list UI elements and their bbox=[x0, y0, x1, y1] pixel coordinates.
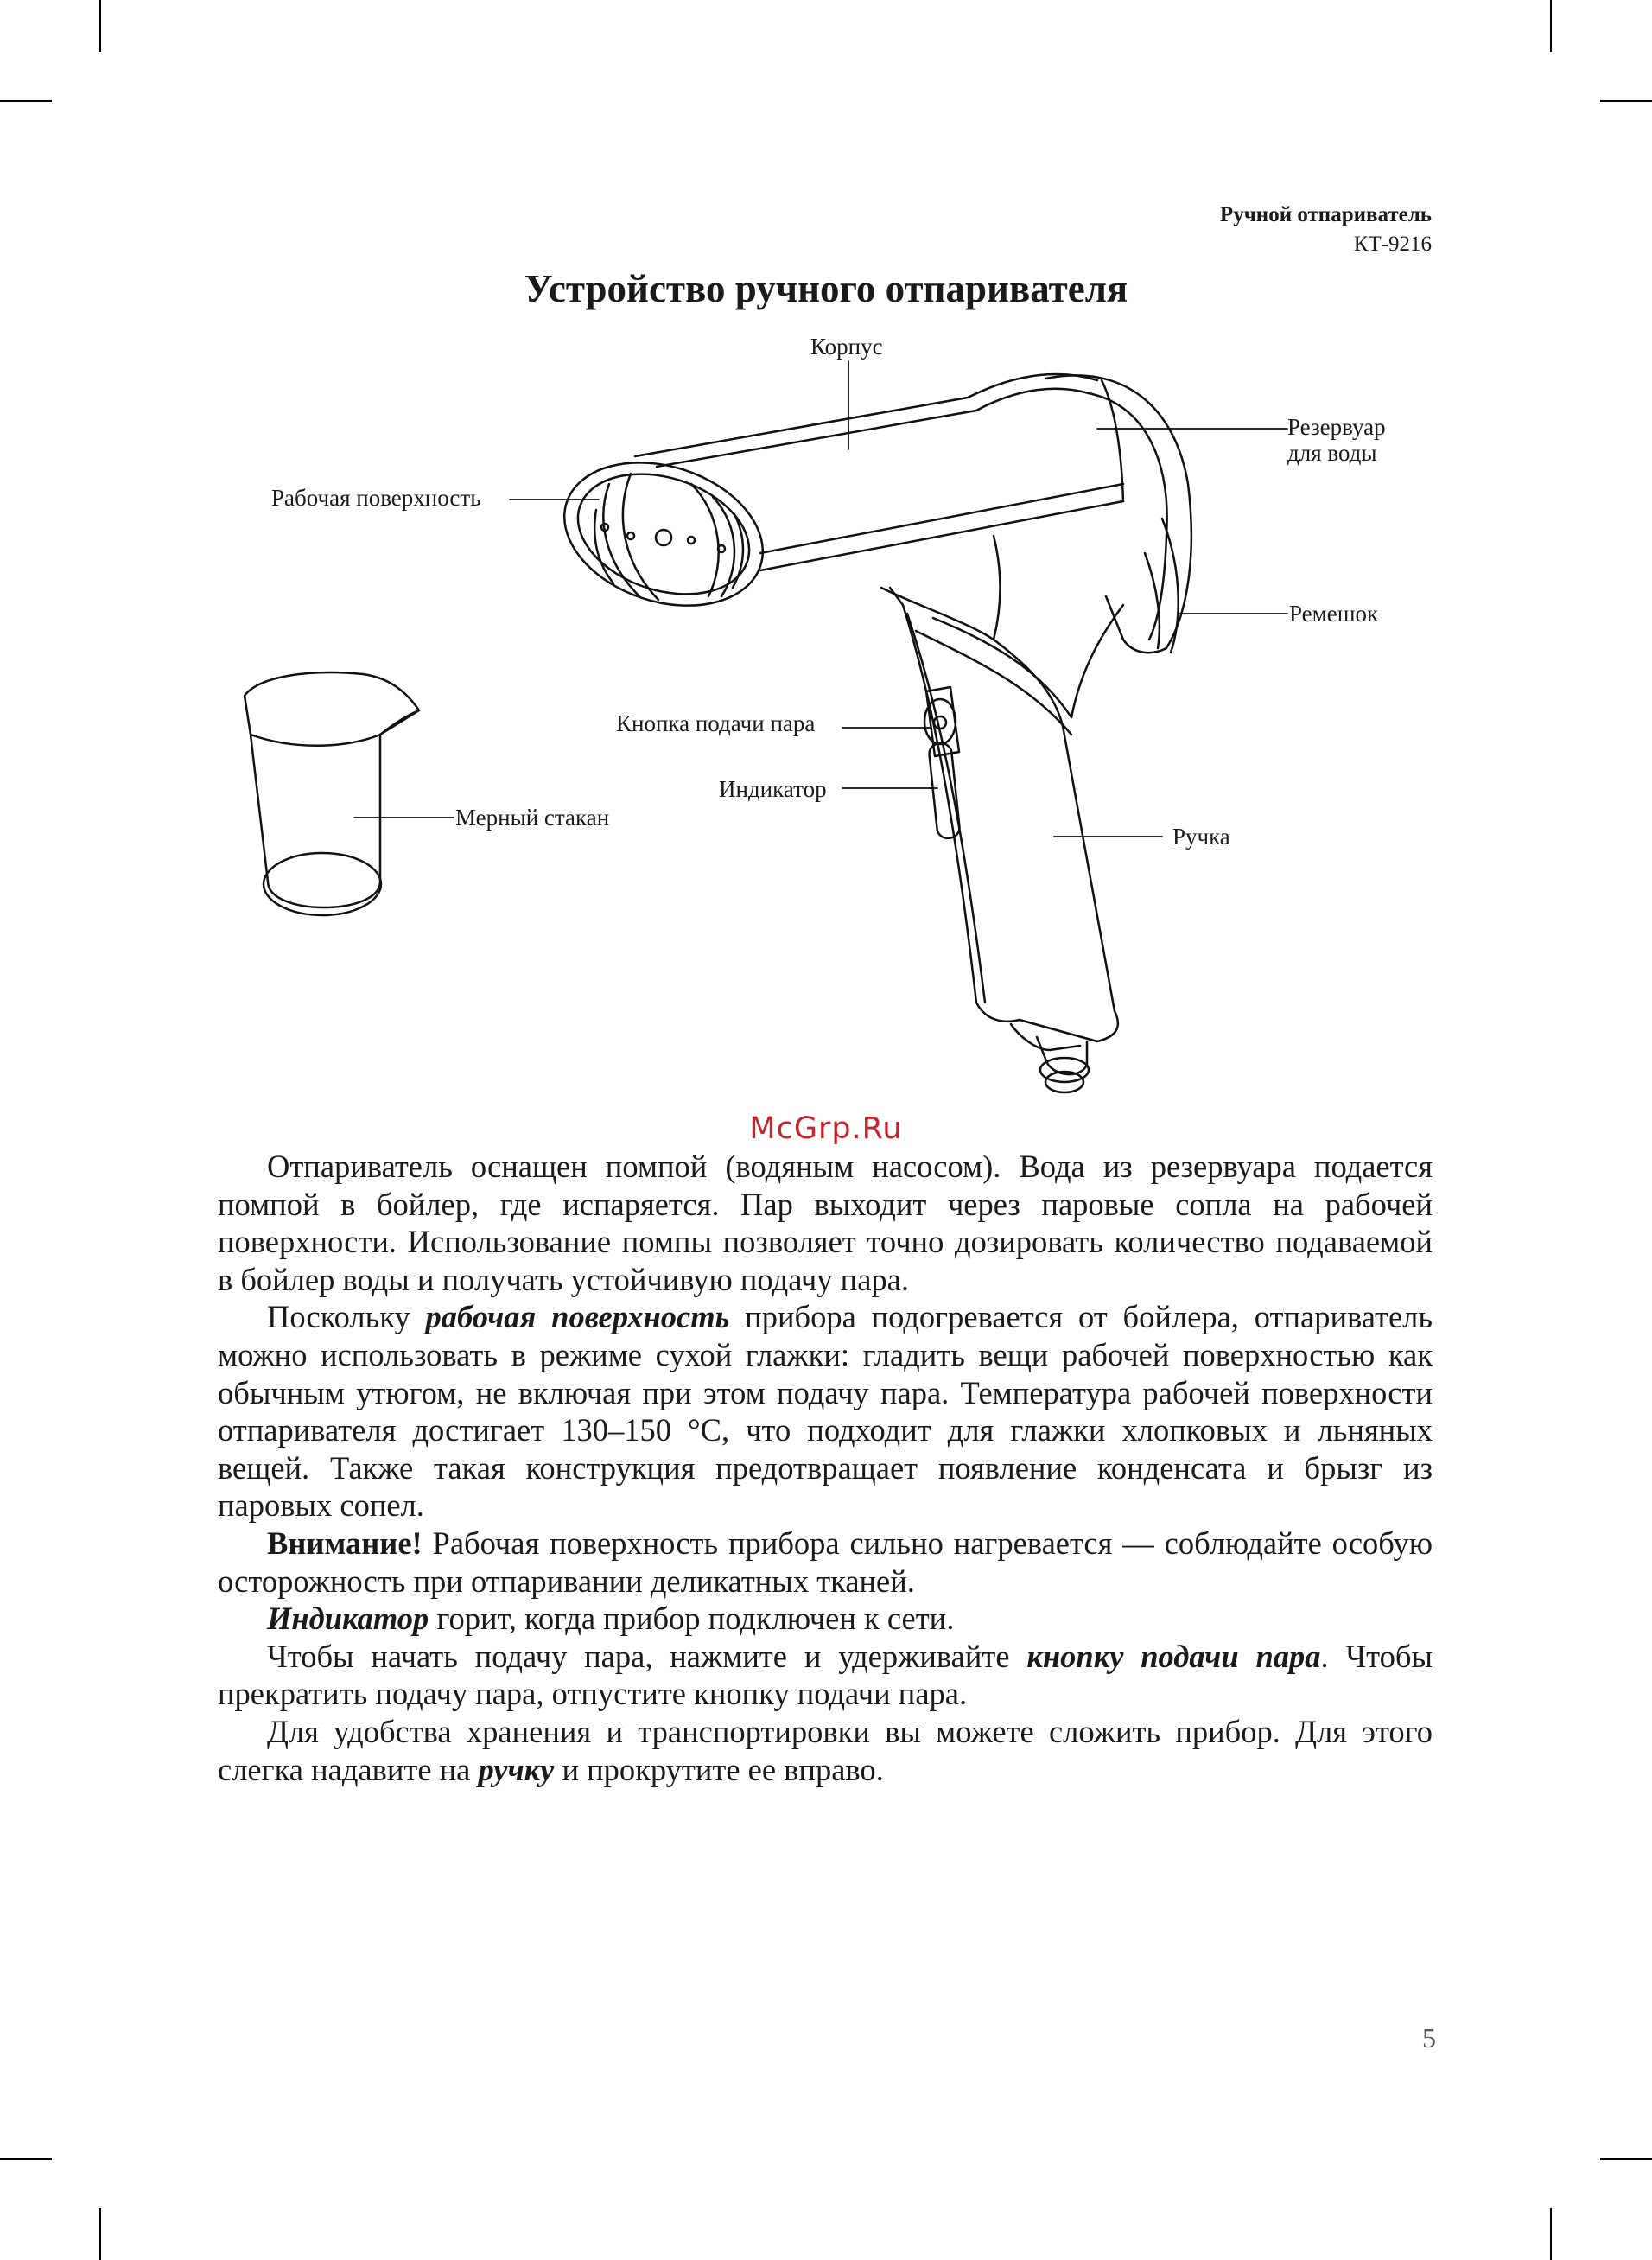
p3-rest: Рабочая поверхность прибора сильно нагревается — соблюдайте особую осторожность при отпаривании деликатных тканей. bbox=[218, 1525, 1433, 1599]
steamer-diagram bbox=[0, 0, 1652, 1124]
term-indicator: Индикатор bbox=[267, 1601, 429, 1637]
paragraph-storage bbox=[218, 1713, 1433, 1788]
label-tank-line1: Резервуар bbox=[1287, 414, 1386, 440]
crop-mark-bottom-right-h bbox=[1600, 2158, 1652, 2160]
watermark: McGrp.Ru bbox=[749, 1111, 903, 1146]
p6-rest: и прокрутите ее вправо. bbox=[554, 1751, 884, 1787]
page-title: Устройство ручного отпаривателя bbox=[524, 267, 1128, 310]
leader-lines bbox=[354, 361, 1287, 837]
body-text bbox=[218, 1148, 1433, 1788]
p5-lead: Чтобы начать подачу пара, нажмите и удерживайте bbox=[267, 1638, 1027, 1674]
label-indicator: Индикатор bbox=[719, 776, 827, 802]
crop-mark-bottom-left-h bbox=[0, 2158, 52, 2160]
p2-lead: Поскольку bbox=[267, 1299, 426, 1335]
paragraph-dry-ironing bbox=[218, 1298, 1433, 1525]
p2-rest: прибора подогревается от бойлера, отпариватель можно использовать в режиме сухой глажки: гладить вещи рабочей поверхностью как обычным утюгом, не включая при этом подачу пара. Температура рабочей поверхности отпаривателя достигает 130–150 °С, что подходит для глажки хлопковых и льняных вещей. Также такая конструкция предотвращает появление конденсата и брызг из паровых сопел. bbox=[218, 1299, 1433, 1524]
warning-label: Внимание! bbox=[267, 1525, 423, 1561]
label-strap: Ремешок bbox=[1289, 601, 1379, 627]
measuring-cup-drawing bbox=[245, 672, 419, 915]
crop-mark-bottom-right-v bbox=[1550, 2208, 1552, 2260]
label-surface: Рабочая поверхность bbox=[271, 485, 481, 511]
crop-mark-bottom-left-v bbox=[99, 2208, 101, 2260]
p5-rest: . Чтобы прекратить подачу пара, отпустите кнопку подачи пара. bbox=[218, 1638, 1433, 1712]
header-product: Ручной отпариватель bbox=[1219, 203, 1432, 226]
label-tank-line2: для воды bbox=[1287, 440, 1377, 466]
paragraph-warning bbox=[218, 1525, 1433, 1600]
page-number: 5 bbox=[1422, 2022, 1436, 2053]
p6-lead: Для удобства хранения и транспортировки вы можете сложить прибор. Для этого слегка надавите на bbox=[218, 1713, 1433, 1787]
paragraph-pump: Отпариватель оснащен помпой (водяным насосом). Вода из резервуара подается помпой в бойлер, где испаряется. Пар выходит через паровые сопла на рабочей поверхности. Использование помпы позволяет точно дозировать количество подаваемой в бойлер воды и получать устойчивую подачу пара. bbox=[218, 1149, 1433, 1297]
paragraph-steam-button bbox=[218, 1638, 1433, 1713]
header-model: КТ-9216 bbox=[1353, 232, 1432, 256]
term-working-surface: рабочая поверхность bbox=[425, 1299, 730, 1335]
label-body: Корпус bbox=[810, 334, 883, 360]
paragraph-indicator bbox=[218, 1600, 1433, 1638]
label-steam-button: Кнопка подачи пара bbox=[616, 710, 816, 736]
label-cup: Мерный стакан bbox=[455, 805, 610, 831]
label-handle: Ручка bbox=[1172, 824, 1230, 850]
term-steam-button: кнопку подачи пара bbox=[1026, 1638, 1321, 1674]
term-handle: ручку bbox=[478, 1751, 555, 1787]
p4-rest: горит, когда прибор подключен к сети. bbox=[429, 1601, 955, 1637]
